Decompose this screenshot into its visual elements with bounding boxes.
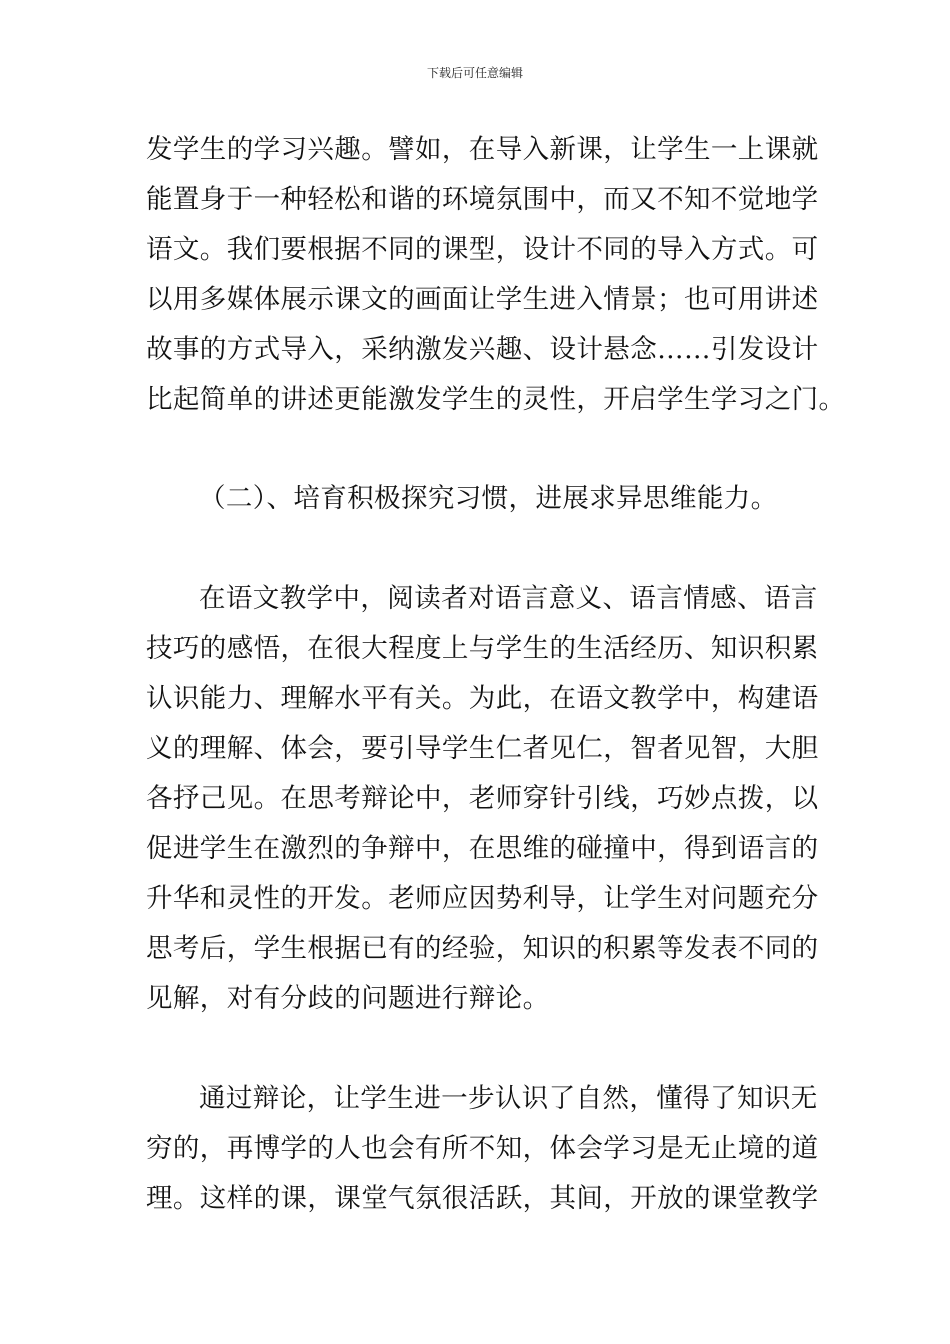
paragraph-2-line-4: 义的理解、体会，要引导学生仁者见仁，智者见智，大胆 xyxy=(146,733,819,764)
paragraph-2-line-1: 在语文教学中，阅读者对语言意义、语言情感、语言 xyxy=(199,583,818,614)
paragraph-1-line-4: 以用多媒体展示课文的画面让学生进入情景；也可用讲述 xyxy=(146,284,819,315)
paragraph-2-line-3: 认识能力、理解水平有关。为此，在语文教学中，构建语 xyxy=(146,683,819,714)
paragraph-1-line-1: 发学生的学习兴趣。譬如，在导入新课，让学生一上课就 xyxy=(146,134,819,165)
paragraph-1-line-3: 语文。我们要根据不同的课型，设计不同的导入方式。可 xyxy=(146,234,819,265)
paragraph-1-line-6: 比起简单的讲述更能激发学生的灵性，开启学生学习之门。 xyxy=(146,384,846,415)
paragraph-1-line-5: 故事的方式导入，采纳激发兴趣、设计悬念……引发设计 xyxy=(146,334,819,365)
paragraph-2-line-9: 见解，对有分歧的问题进行辩论。 xyxy=(146,983,550,1014)
paragraph-3-line-2: 穷的，再博学的人也会有所不知，体会学习是无止境的道 xyxy=(146,1133,819,1164)
paragraph-2-line-6: 促进学生在激烈的争辩中，在思维的碰撞中，得到语言的 xyxy=(146,833,819,864)
paragraph-1-line-2: 能置身于一种轻松和谐的环境氛围中，而又不知不觉地学 xyxy=(146,184,819,215)
paragraph-2-line-5: 各抒己见。在思考辩论中，老师穿针引线，巧妙点拨，以 xyxy=(146,783,819,814)
paragraph-3-line-1: 通过辩论，让学生进一步认识了自然，懂得了知识无 xyxy=(199,1083,818,1114)
page-header: 下载后可任意编辑 xyxy=(426,66,523,80)
paragraph-2-line-2: 技巧的感悟，在很大程度上与学生的生活经历、知识积累 xyxy=(146,633,819,664)
section-heading: （二）、培育积极探究习惯，进展求异思维能力。 xyxy=(199,483,778,514)
paragraph-2-line-8: 思考后，学生根据已有的经验，知识的积累等发表不同的 xyxy=(146,933,819,964)
paragraph-3-line-3: 理。这样的课，课堂气氛很活跃，其间，开放的课堂教学 xyxy=(146,1183,819,1214)
paragraph-2-line-7: 升华和灵性的开发。老师应因势利导，让学生对问题充分 xyxy=(146,883,819,914)
